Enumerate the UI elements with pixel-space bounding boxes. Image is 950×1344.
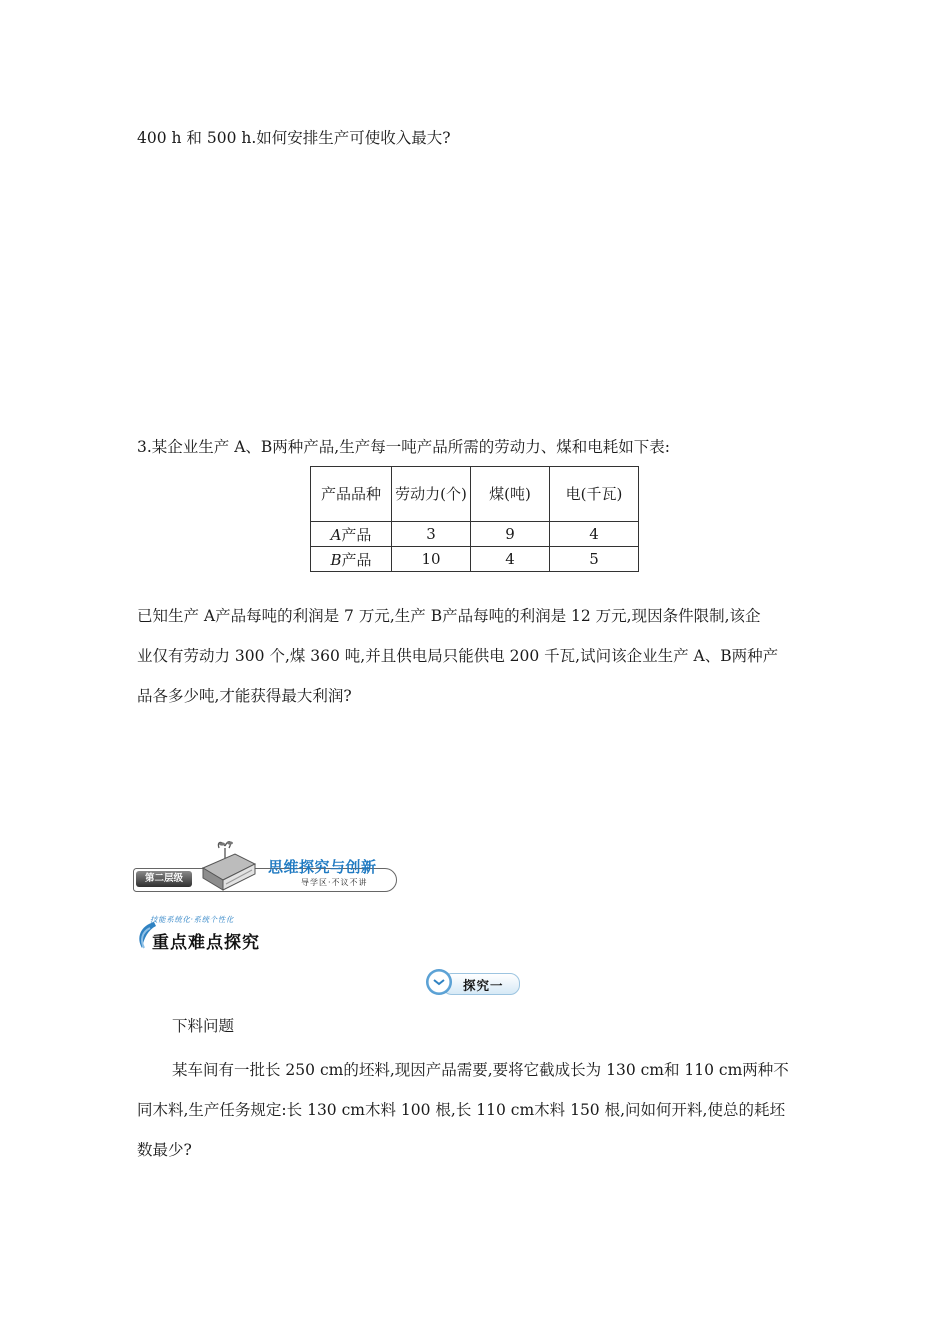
banner-subtitle: 导学区·不议不讲 <box>301 878 368 887</box>
body-line: 数最少? <box>137 1141 192 1159</box>
production-table <box>310 466 639 572</box>
body-line: 业仅有劳动力 300 个,煤 360 吨,并且供电局只能供电 200 千瓦,试问该企业生产 A、B两种产 <box>137 647 779 665</box>
section-title: 重点难点探究 <box>152 933 260 953</box>
header-labor: 劳动力(个) <box>392 467 471 522</box>
clock-icon <box>426 969 452 995</box>
body-line: 同木料,生产任务规定:长 130 cm木料 100 根,长 110 cm木料 150 根,问如何开料,使总的耗坯 <box>137 1101 785 1119</box>
level-banner <box>133 838 403 896</box>
level-tag: 第二层级 <box>136 871 192 887</box>
table-header-row <box>311 467 639 522</box>
row-coal: 9 <box>471 522 550 547</box>
question-3-intro: 3.某企业生产 A、B两种产品,生产每一吨产品所需的劳动力、煤和电耗如下表: <box>137 438 670 456</box>
table-row <box>311 522 639 547</box>
header-coal: 煤(吨) <box>471 467 550 522</box>
table-row <box>311 547 639 572</box>
body-line: 已知生产 A产品每吨的利润是 7 万元,生产 B产品每吨的利润是 12 万元,现因条件限制,该企 <box>137 607 761 625</box>
continued-question-line: 400 h 和 500 h.如何安排生产可使收入最大? <box>137 129 451 147</box>
banner-title: 思维探究与创新 <box>268 858 377 876</box>
row-labor: 3 <box>392 522 471 547</box>
question-3-body <box>137 596 827 716</box>
row-labor: 10 <box>392 547 471 572</box>
problem-subtitle: 下料问题 <box>172 1017 235 1035</box>
header-power: 电(千瓦) <box>550 467 639 522</box>
problem-body <box>137 1050 827 1170</box>
row-power: 5 <box>550 547 639 572</box>
body-line: 某车间有一批长 250 cm的坯料,现因产品需要,要将它截成长为 130 cm和 110 cm两种不 <box>172 1061 789 1079</box>
body-line: 品各多少吨,才能获得最大利润? <box>137 687 352 705</box>
explore-badge <box>426 969 521 997</box>
row-power: 4 <box>550 522 639 547</box>
section-heading <box>134 912 294 954</box>
row-product-name: B产品 <box>311 547 392 572</box>
row-product-name: A产品 <box>311 522 392 547</box>
row-coal: 4 <box>471 547 550 572</box>
section-tagline: 技能系统化·系统个性化 <box>150 915 234 924</box>
header-product: 产品品种 <box>311 467 392 522</box>
book-plant-icon <box>195 838 267 896</box>
explore-label: 探究一 <box>463 978 504 993</box>
